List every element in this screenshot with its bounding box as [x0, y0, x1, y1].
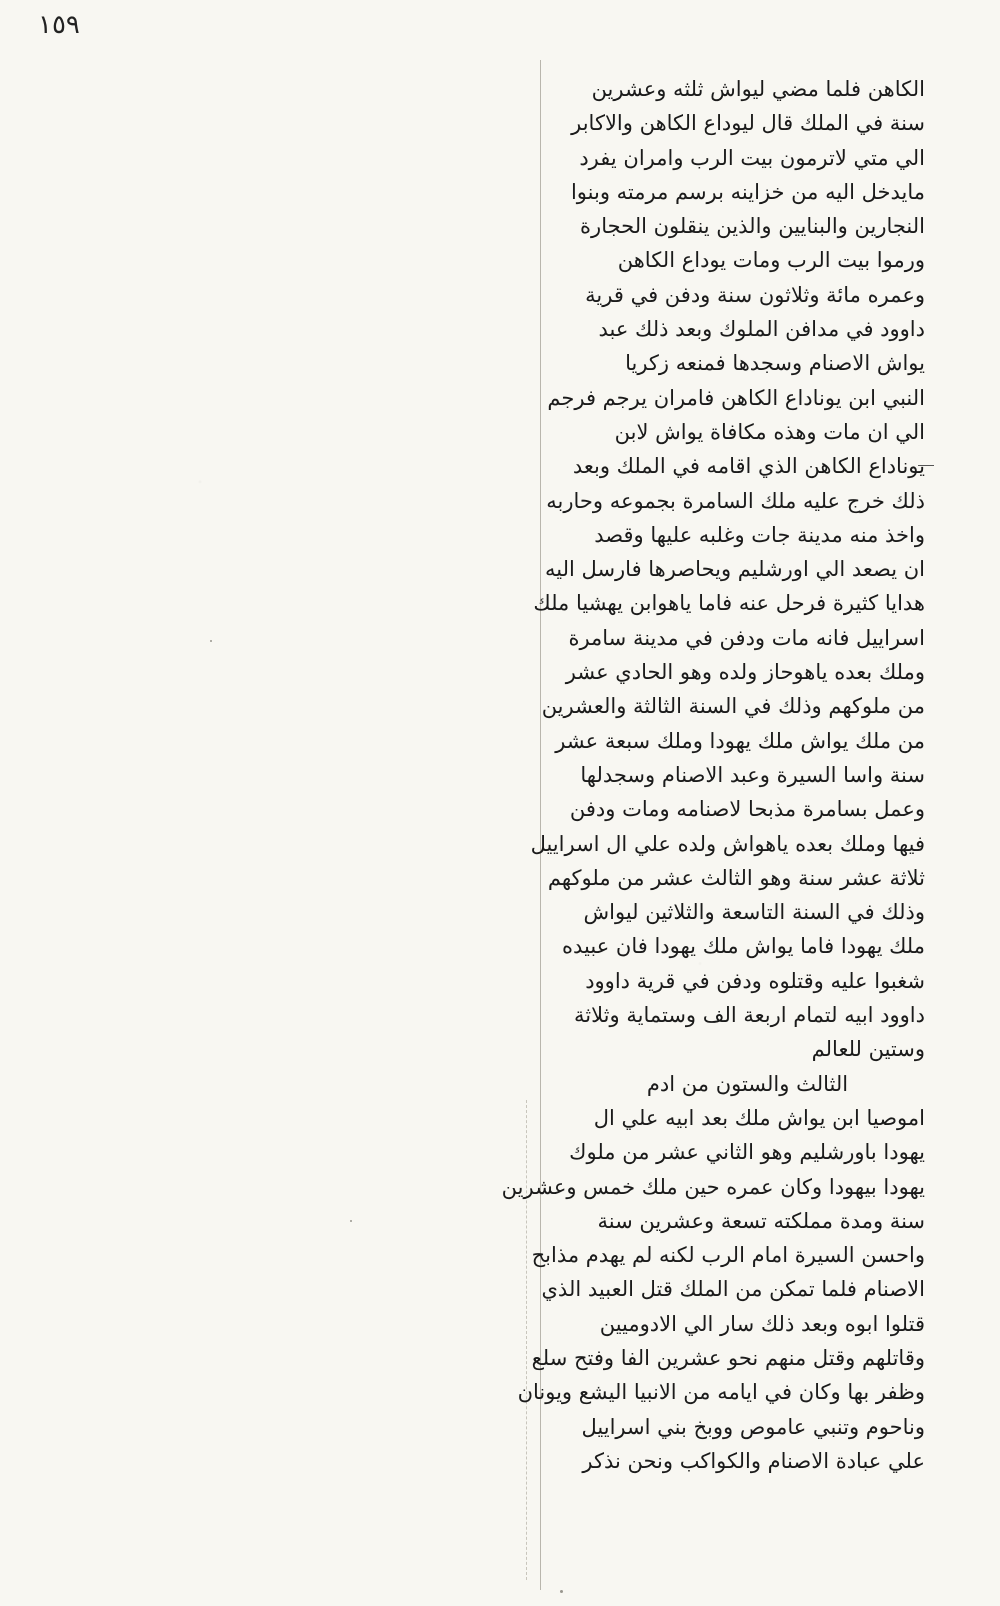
paper-speck: [560, 1590, 563, 1593]
text-line: وستين للعالم: [811, 1037, 925, 1062]
text-line: من ملك يواش ملك يهودا وملك سبعة عشر: [555, 728, 925, 753]
text-line: داوود في مدافن الملوك وبعد ذلك عبد: [598, 317, 925, 342]
text-line: وناحوم وتنبي عاموص ووبخ بني اسراييل: [581, 1414, 925, 1439]
text-line: يواش الاصنام وسجدها فمنعه زكريا: [625, 351, 925, 376]
text-line: قتلوا ابوه وبعد ذلك سار الي الادوميين: [599, 1311, 925, 1336]
text-line: ملك يهودا فاما يواش ملك يهودا فان عبيده: [562, 934, 925, 959]
text-line: واخذ منه مدينة جات وغلبه عليها وقصد: [594, 522, 925, 547]
text-line: ذلك خرج عليه ملك السامرة بجموعه وحاربه: [546, 488, 925, 513]
text-line: ثلاثة عشر سنة وهو الثالث عشر من ملوكهم: [547, 865, 925, 890]
paper-speck: [210, 640, 212, 642]
text-line: وعمره مائة وثلاثون سنة ودفن في قرية: [585, 282, 925, 307]
text-line: ان يصعد الي اورشليم ويحاصرها فارسل اليه: [545, 557, 925, 582]
text-line: وظفر بها وكان في ايامه من الانبيا اليشع ويونان: [517, 1380, 925, 1405]
text-line: النجارين والبنايين والذين ينقلون الحجارة: [580, 214, 925, 239]
text-line: سنة في الملك قال ليوداع الكاهن والاكابر: [571, 111, 925, 136]
text-line: وملك بعده ياهوحاز ولده وهو الحادي عشر: [565, 660, 925, 685]
text-line: وعمل بسامرة مذبحا لاصنامه ومات ودفن: [569, 797, 925, 822]
text-line: النبي ابن يوناداع الكاهن فامران يرجم فرجم: [547, 385, 925, 410]
text-line: اموصيا ابن يواش ملك بعد ابيه علي ال: [593, 1105, 925, 1130]
text-line: وقاتلهم وقتل منهم نحو عشرين الفا وفتح سلع: [531, 1345, 925, 1370]
folio-number: ١٥٩: [38, 10, 80, 40]
section-heading: الثالث والستون من ادم: [646, 1071, 849, 1096]
text-line: داوود ابيه لتمام اربعة الف وستماية وثلاثة: [574, 1003, 925, 1028]
text-line: شغبوا عليه وقتلوه ودفن في قرية داوود: [585, 968, 925, 993]
manuscript-text: [501, 72, 925, 1478]
text-line: علي عبادة الاصنام والكواكب ونحن نذكر: [582, 1448, 925, 1473]
text-line: ورموا بيت الرب ومات يوداع الكاهن: [617, 248, 925, 273]
text-line: سنة واسا السيرة وعبد الاصنام وسجدلها: [580, 762, 925, 787]
text-line: يهودا باورشليم وهو الثاني عشر من ملوك: [569, 1140, 925, 1165]
text-line: يهودا بيهودا وكان عمره حين ملك خمس وعشرين: [501, 1174, 925, 1199]
text-line: الكاهن فلما مضي ليواش ثلثه وعشرين: [591, 77, 925, 101]
text-line: سنة ومدة مملكته تسعة وعشرين سنة: [597, 1208, 925, 1233]
text-line: وذلك في السنة التاسعة والثلاثين ليواش: [583, 900, 925, 925]
text-line: مايدخل اليه من خزاينه برسم مرمته وبنوا: [570, 179, 925, 204]
text-line: الي متي لاترمون بيت الرب وامران يفرد: [579, 145, 925, 170]
text-line: اسراييل فانه مات ودفن في مدينة سامرة: [568, 625, 925, 650]
paper-speck: [350, 1220, 352, 1222]
text-line: هدايا كثيرة فرحل عنه فاما ياهوابن يهشيا ملك: [533, 591, 925, 616]
text-line: الاصنام فلما تمكن من الملك قتل العبيد الذي: [541, 1277, 925, 1302]
text-line: فيها وملك بعده ياهواش ولده علي ال اسراييل: [530, 831, 925, 856]
text-line: واحسن السيرة امام الرب لكنه لم يهدم مذابح: [531, 1243, 925, 1268]
text-line: من ملوكهم وذلك في السنة الثالثة والعشرين: [541, 694, 925, 719]
text-line: يوناداع الكاهن الذي اقامه في الملك وبعد: [572, 454, 925, 479]
text-line: الي ان مات وهذه مكافاة يواش لابن: [614, 419, 925, 444]
